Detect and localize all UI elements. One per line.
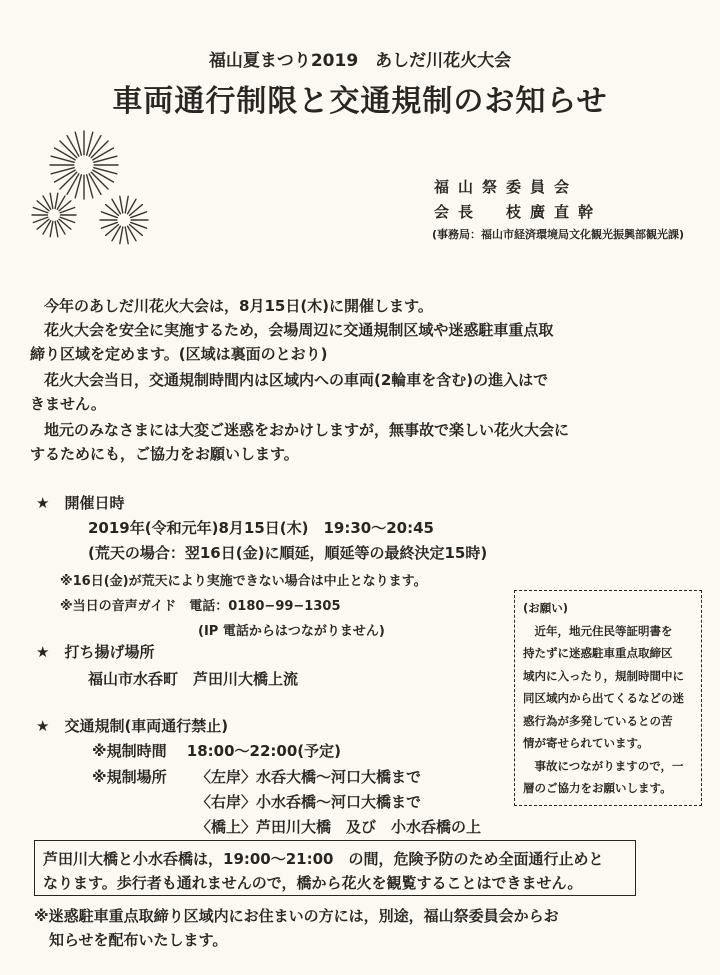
schedule-rain: (荒天の場合：翌16日(金)に順延，順延等の最終決定15時) xyxy=(88,544,488,562)
traffic-place: 〈左岸〉水呑大橋〜河口大橋まで xyxy=(196,768,422,786)
schedule-datetime: 2019年(令和元年)8月15日(木) 19:30〜20:45 xyxy=(88,519,434,537)
intro-line: 地元のみなさまには大変ご迷惑をおかけしますが，無事故で楽しい花火大会に xyxy=(44,421,570,439)
bridge-closure-line: 芦田川大橋と小水呑橋は，19:00〜21:00 の間，危険予防のため全面通行止めと xyxy=(43,850,604,868)
traffic-heading: ★ 交通規制(車両通行禁止) xyxy=(36,717,229,735)
launch-place: 福山市水呑町 芦田川大橋上流 xyxy=(88,670,299,688)
traffic-time: ※規制時間 18:00〜22:00(予定) xyxy=(92,742,342,760)
request-line: 情が寄せられています。 xyxy=(523,736,649,750)
organizer-chair: 会長 枝廣直幹 xyxy=(434,203,603,221)
footnote-line: 知らせを配布いたします。 xyxy=(34,931,228,949)
traffic-place-label: ※規制場所 xyxy=(92,768,167,786)
intro-line: きません。 xyxy=(30,395,106,413)
voice-guide-note: ※当日の音声ガイド 電話：0180−99−1305 xyxy=(60,599,341,614)
request-line: 惑行為が多発しているとの苦 xyxy=(523,713,673,728)
bridge-closure-line: なります。歩行者も通れませんので，橋から花火を観覧することはできません。 xyxy=(43,874,583,892)
request-box xyxy=(514,590,702,806)
request-heading: (お願い) xyxy=(523,601,569,615)
request-line: 事故につながりますので，一 xyxy=(523,758,684,773)
request-line: 層のご協力をお願いします。 xyxy=(523,781,672,795)
event-subtitle: 福山夏まつり2019 あしだ川花火大会 xyxy=(208,51,512,71)
intro-line: 花火大会を安全に実施するため，会場周辺に交通規制区域や迷惑駐車重点取 xyxy=(44,321,554,339)
schedule-note: ※16日(金)が荒天により実施できない場合は中止となります。 xyxy=(60,574,427,589)
page-title: 車両通行制限と交通規制のお知らせ xyxy=(112,84,608,119)
ip-phone-note: (IP 電話からはつながりません) xyxy=(198,624,385,639)
request-line: 持たずに迷惑駐車重点取締区 xyxy=(523,646,673,660)
launch-heading: ★ 打ち揚げ場所 xyxy=(36,643,155,661)
intro-line: 今年のあしだ川花火大会は，8月15日(木)に開催します。 xyxy=(44,297,433,315)
traffic-place: 〈右岸〉小水呑橋〜河口大橋まで xyxy=(196,793,422,811)
organizer-name: 福山祭委員会 xyxy=(434,178,579,196)
request-line: 同区域内から出てくるなどの迷 xyxy=(523,691,684,705)
footnote-line: ※迷惑駐車重点取締り区域内にお住まいの方には，別途，福山祭委員会からお xyxy=(34,907,559,925)
request-line: 近年，地元住民等証明書を xyxy=(523,623,673,638)
intro-line: するためにも，ご協力をお願いします。 xyxy=(30,445,299,463)
intro-line: 締り区域を定めます。(区域は裏面のとおり) xyxy=(30,345,328,363)
organizer-office: (事務局：福山市経済環境局文化観光振興部観光課) xyxy=(432,228,685,241)
request-line: 域内に入ったり，規制時間中に xyxy=(523,668,684,683)
schedule-heading: ★ 開催日時 xyxy=(36,494,125,512)
traffic-place: 〈橋上〉芦田川大橋 及び 小水呑橋の上 xyxy=(196,818,482,836)
fireworks-illustration xyxy=(14,115,164,265)
bridge-closure-box xyxy=(34,840,636,896)
intro-line: 花火大会当日，交通規制時間内は区域内への車両(2輪車を含む)の進入はで xyxy=(44,371,549,389)
